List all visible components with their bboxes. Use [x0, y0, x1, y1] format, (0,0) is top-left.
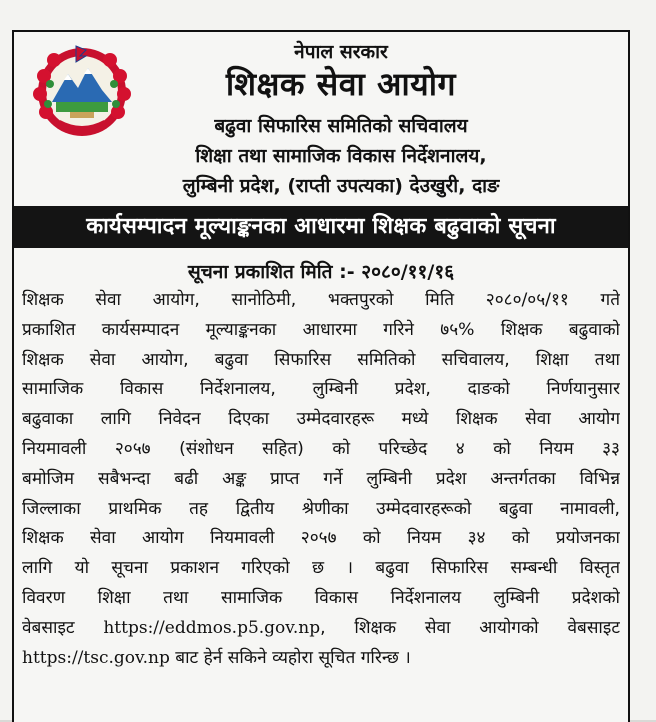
body-line: जिल्लाका प्राथमिक तह द्वितीय श्रेणीका उम्मेदवारहरूको बढुवा नामावली,: [22, 498, 620, 519]
notice-title: कार्यसम्पादन मूल्याङ्कनका आधारमा शिक्षक बढुवाको सूचना: [14, 206, 628, 248]
directorate-website-link[interactable]: https://eddmos.p5.gov.np: [103, 617, 321, 638]
body-line-with-link: [22, 614, 620, 644]
body-line: बढुवाका लागि निवेदन दिएका उम्मेदवारहरू मध्ये शिक्षक सेवा आयोग: [22, 409, 620, 430]
secretariat-name: बढुवा सिफारिस समितिको सचिवालय: [214, 115, 468, 137]
province-address: लुम्बिनी प्रदेश, (राप्ती उपत्यका) देउखुरी, दाङ: [182, 175, 500, 197]
notice-body: [22, 286, 620, 673]
body-line: प्रकाशित कार्यसम्पादन मूल्याङ्कनका आधारमा गरिने ७५% शिक्षक बढुवाको: [22, 319, 620, 340]
directorate-name: शिक्षा तथा सामाजिक विकास निर्देशनालय,: [195, 145, 487, 167]
body-line: शिक्षक सेवा आयोग, सानोठिमी, भक्तपुरको मिति २०८०/०५/११ गते: [22, 290, 620, 310]
tsc-website-link[interactable]: https://tsc.gov.np: [22, 647, 170, 668]
notice-box: [12, 30, 630, 722]
body-line: शिक्षक सेवा आयोग, बढुवा सिफारिस समितिको सचिवालय, शिक्षा तथा: [22, 349, 620, 370]
body-line: बमोजिम सबैभन्दा बढी अङ्क प्राप्त गर्ने लुम्बिनी प्रदेश अन्तर्गतका विभिन्न: [22, 468, 620, 489]
published-date: सूचना प्रकाशित मिति :- २०८०/११/१६: [187, 261, 455, 283]
body-text-fragment: बाट हेर्न सकिने व्यहोरा सूचित गरिन्छ ।: [169, 647, 411, 668]
commission-name: शिक्षक सेवा आयोग: [225, 65, 457, 103]
body-line: नियमावली २०५७ (संशोधन सहित) को परिच्छेद ४ को नियम ३३: [22, 438, 620, 459]
body-line: विवरण शिक्षा तथा सामाजिक विकास निर्देशनालय लुम्बिनी प्रदेशको: [22, 587, 620, 608]
body-text-fragment: , शिक्षक सेवा आयोगको वेबसाइट: [320, 617, 620, 638]
body-text-fragment: वेबसाइट: [22, 617, 104, 638]
body-line: लागि यो सूचना प्रकाशन गरिएको छ । बढुवा सिफारिस सम्बन्धी विस्तृत: [22, 558, 620, 579]
government-name: नेपाल सरकार: [294, 41, 388, 63]
body-line-with-link: [22, 644, 620, 674]
body-line: सामाजिक विकास निर्देशनालय, लुम्बिनी प्रदेश, दाङको निर्णयानुसार: [22, 379, 620, 400]
body-line: शिक्षक सेवा आयोग नियमावली २०५७ को नियम ३४ को प्रयोजनका: [22, 528, 620, 549]
